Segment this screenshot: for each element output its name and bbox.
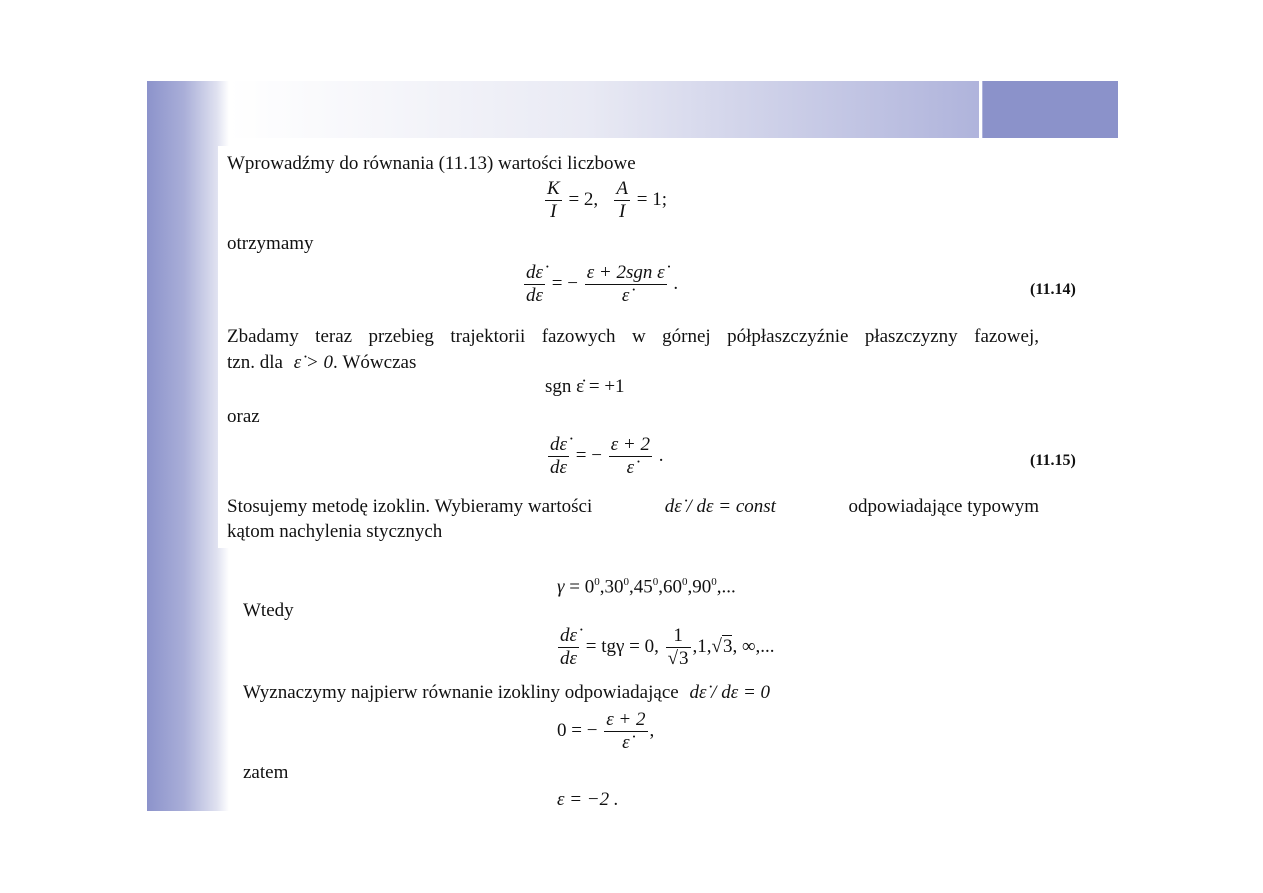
var-i: I	[550, 201, 557, 222]
paragraph-otrzymamy: otrzymamy	[227, 233, 314, 254]
top-band-end-block	[983, 81, 1118, 138]
equation-parameters	[543, 178, 667, 223]
text-wowczas: . Wówczas	[333, 352, 417, 373]
comma: ,	[649, 719, 655, 741]
period: .	[658, 444, 664, 466]
paragraph-trajectories-line2	[227, 352, 416, 374]
rhs-numerator: ε + 2	[606, 709, 646, 730]
fraction-k-over-i	[545, 178, 562, 223]
rhs-numerator: ε + 2	[610, 434, 650, 455]
expression-derivative-zero: dε̇ / dε = 0	[689, 682, 771, 703]
text-determine: Wyznaczymy najpierw równanie izokliny odpowiadające	[243, 682, 679, 703]
equation-11-14	[522, 262, 678, 307]
fraction-rhs	[609, 434, 652, 479]
lhs-denominator: dε	[550, 457, 567, 478]
text-tzn-dla: tzn. dla	[227, 352, 283, 373]
lhs-denominator: dε	[560, 648, 577, 669]
equation-gamma-values	[557, 571, 736, 598]
equation-number-11-14: (11.14)	[1030, 281, 1076, 298]
deg-90: 0	[711, 576, 717, 588]
equation-tangent-values: $\frac{d\varepsiloṅ}{d\varepsilon}$ = tgγ = 0, $\frac{1}{√3}$ ,1,√3, ∞,...	[560, 625, 775, 669]
rhs-numerator: ε + 2sgn ε̇	[586, 262, 665, 283]
rhs-denominator: ε̇	[621, 285, 630, 306]
lhs-denominator: dε	[526, 285, 543, 306]
equation-sgn: sgn ε̇ = +1	[545, 376, 625, 397]
gamma-ellipsis: ,...	[716, 576, 736, 598]
sqrt-radicand: 3	[679, 648, 689, 669]
left-decorative-band	[147, 81, 229, 811]
condition-positive-velocity: ε̇ > 0	[293, 352, 333, 373]
rhs-denominator: ε̇	[622, 732, 630, 753]
fraction-a-over-i	[614, 178, 630, 223]
paragraph-isocline-equation	[243, 682, 770, 704]
fraction-rhs	[585, 262, 667, 307]
var-k: K	[547, 178, 560, 199]
equation-zero	[557, 709, 654, 754]
var-a: A	[616, 178, 629, 199]
deg-30: 0	[623, 576, 629, 588]
expression-derivative-const: dε̇ / dε = const	[664, 496, 776, 517]
value-infinity: , ∞,...	[732, 635, 775, 657]
value-two: = 2,	[568, 188, 599, 210]
fraction-one-over-sqrt3: $\frac{1}{√3}$	[667, 625, 689, 669]
deg-60: 0	[681, 576, 688, 588]
equals-minus: = −	[575, 444, 602, 466]
paragraph-oraz: oraz	[227, 406, 260, 427]
sqrt-three: 3	[722, 635, 733, 657]
paragraph-zatem: zatem	[243, 762, 289, 783]
top-decorative-band	[229, 81, 1118, 138]
top-band-divider	[979, 81, 982, 138]
value-one: ,1,	[692, 635, 712, 657]
period: .	[673, 272, 679, 294]
equation-11-15	[546, 434, 664, 479]
deg-45: 0	[652, 576, 659, 588]
final-result: ε = −2 .	[557, 789, 619, 810]
gamma-45: ,45	[628, 576, 653, 598]
fraction-rhs	[604, 709, 647, 754]
fraction-lhs	[558, 625, 579, 670]
lhs-numerator: dε̇	[550, 434, 567, 455]
paragraph-wtedy: Wtedy	[243, 600, 294, 621]
lhs-numerator: dε̇	[560, 625, 577, 646]
lhs-numerator: dε̇	[526, 262, 543, 283]
text-method: Stosujemy metodę izoklin. Wybieramy wartości	[227, 496, 593, 517]
zero-equals-minus: 0 = −	[557, 719, 598, 741]
text-corresponding: odpowiadające typowym	[848, 496, 1039, 517]
gamma-30: ,30	[599, 576, 624, 598]
deg-0: 0	[594, 576, 600, 588]
tangent-expression: = tgγ = 0,	[585, 635, 659, 657]
equation-final	[557, 789, 619, 811]
fraction-numerator: 1	[666, 625, 691, 648]
paragraph-intro: Wprowadźmy do równania (11.13) wartości liczbowe	[227, 153, 636, 174]
value-one: = 1;	[636, 188, 668, 210]
paragraph-trajectories-line1: Zbadamy teraz przebieg trajektorii fazowych w górnej półpłaszczyźnie płaszczyzny fazowej,	[227, 326, 1039, 347]
equals-minus: = −	[551, 272, 578, 294]
gamma-60: ,60	[658, 576, 682, 598]
equation-number-11-15: (11.15)	[1030, 452, 1076, 469]
rhs-denominator: ε̇	[626, 457, 635, 478]
fraction-lhs	[524, 262, 545, 307]
fraction-lhs	[548, 434, 569, 479]
gamma-90: ,90	[687, 576, 712, 598]
paragraph-isoclines-line2: kątom nachylenia stycznych	[227, 521, 443, 542]
var-gamma: γ	[557, 576, 565, 598]
var-i-2: I	[619, 201, 626, 222]
gamma-0: = 0	[569, 576, 595, 598]
paragraph-isoclines-line1	[227, 496, 1039, 518]
